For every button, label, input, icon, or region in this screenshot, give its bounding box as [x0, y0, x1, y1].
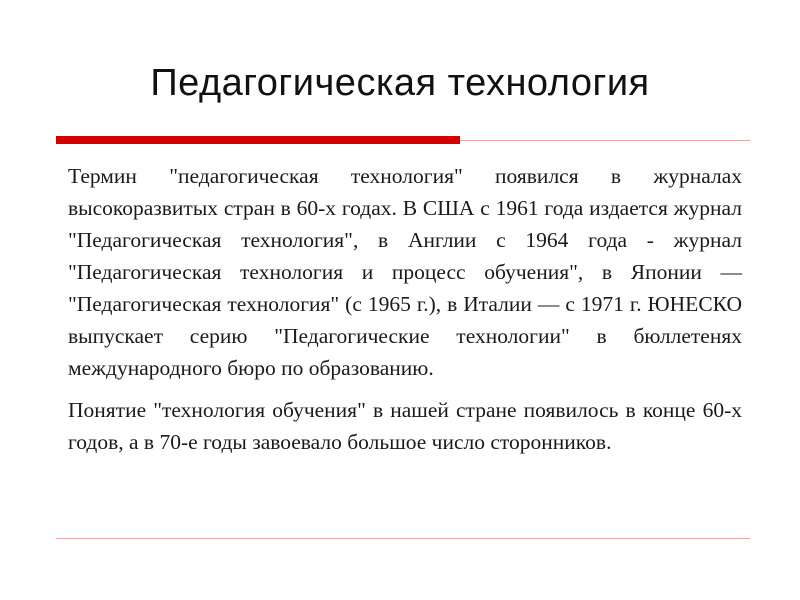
- slide-title: Педагогическая технология: [150, 62, 650, 104]
- title-divider-accent: [56, 136, 460, 144]
- body-paragraph-1: Термин "педагогическая технология" появился в журналах высокоразвитых стран в 60-х годах. В США с 1961 года издается журнал "Педагогическая технология", в Англии с 1964 года - журнал "Педагогическая технология и процесс обучения", в Японии — "Педагогическая технология" (с 1965 г.), в Италии — с 1971 г. ЮНЕСКО выпускает серию "Педагогические технологии" в бюллетенях международного бюро по образованию.: [68, 164, 742, 380]
- body-paragraph-2: Понятие "технология обучения" в нашей стране появилось в конце 60-х годов, а в 70-е годы завоевало большое число сторонников.: [68, 398, 742, 454]
- slide-body: [68, 160, 742, 468]
- bottom-divider: [56, 538, 750, 539]
